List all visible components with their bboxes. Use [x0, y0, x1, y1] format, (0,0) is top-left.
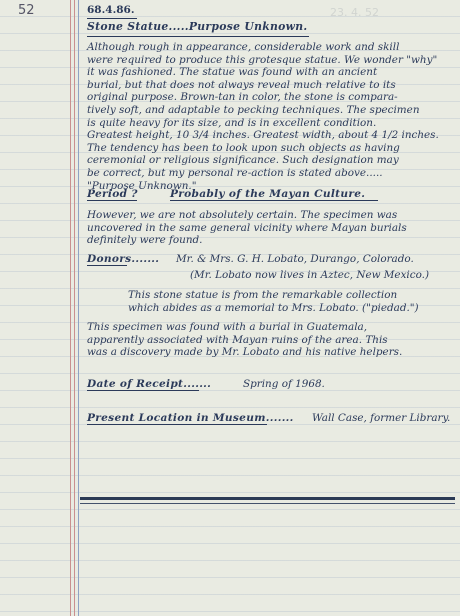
receipt-label-underline [87, 390, 199, 391]
period-label-underline [87, 200, 137, 201]
bleed-through-text: 23. 4. 52 [330, 6, 379, 19]
closing-rule-thin [80, 503, 455, 504]
margin-line-red [70, 0, 71, 616]
period-note-line: definitely were found. [87, 234, 203, 247]
receipt-value: Spring of 1968. [243, 378, 325, 390]
catalog-number: 68.4.86. [87, 4, 135, 16]
description-line: Although rough in appearance, considerable work and skill [87, 41, 400, 53]
page-number: 52 [18, 3, 35, 18]
donors-label: Donors....... [87, 253, 160, 265]
description-line: The tendency has been to look upon such objects as having [87, 141, 400, 154]
memorial-note [128, 289, 419, 314]
period-label: Period ? [87, 188, 138, 200]
description-line: "Purpose Unknown." [87, 179, 197, 192]
title-underline [87, 36, 309, 37]
donors-label-underline [87, 265, 127, 266]
location-value: Wall Case, former Library. [312, 412, 451, 424]
location-label: Present Location in Museum....... [87, 412, 294, 424]
discovery-line: This specimen was found with a burial in Guatemala, [87, 321, 368, 333]
donors-value: Mr. & Mrs. G. H. Lobato, Durango, Colorado. [176, 253, 414, 265]
margin-line-blue [78, 0, 79, 616]
description-line: it was fashioned. The statue was found with an ancient [87, 66, 378, 79]
period-note [87, 209, 407, 247]
period-note-line: However, we are not absolutely certain. The specimen was [87, 209, 398, 221]
period-value-underline [170, 200, 378, 201]
receipt-label: Date of Receipt....... [87, 378, 212, 390]
margin-line-red-2 [74, 0, 75, 616]
description-line: tively soft, and adaptable to pecking techniques. The specimen [87, 103, 420, 116]
description-line: is quite heavy for its size, and is in excellent condition. [87, 116, 377, 129]
memorial-line: This stone statue is from the remarkable collection [128, 289, 398, 301]
discovery-line: apparently associated with Mayan ruins of the area. This [87, 333, 388, 346]
description-line: burial, but that does not always reveal much relative to its [87, 78, 396, 91]
period-value: Probably of the Mayan Culture. [170, 188, 366, 200]
description-line: were required to produce this grotesque statue. We wonder "why" [87, 53, 438, 66]
donors-note: (Mr. Lobato now lives in Aztec, New Mexico.) [190, 269, 430, 281]
description-line: Greatest height, 10 3/4 inches. Greatest width, about 4 1/2 inches. [87, 129, 439, 142]
object-title: Stone Statue.....Purpose Unknown. [87, 20, 308, 33]
description-line: original purpose. Brown-tan in color, the stone is compara- [87, 91, 398, 104]
period-note-line: uncovered in the same general vicinity where Mayan burials [87, 221, 407, 234]
description-line: ceremonial or religious significance. Such designation may [87, 154, 399, 167]
closing-rule [80, 497, 455, 500]
discovery-line: was a discovery made by Mr. Lobato and his native helpers. [87, 346, 403, 359]
description-paragraph [87, 41, 439, 192]
catalog-underline [87, 18, 137, 19]
discovery-note [87, 321, 402, 359]
description-line: be correct, but my personal re-action is stated above..... [87, 166, 383, 179]
memorial-line: which abides as a memorial to Mrs. Lobato. ("piedad.") [128, 301, 419, 314]
location-label-underline [87, 424, 267, 425]
